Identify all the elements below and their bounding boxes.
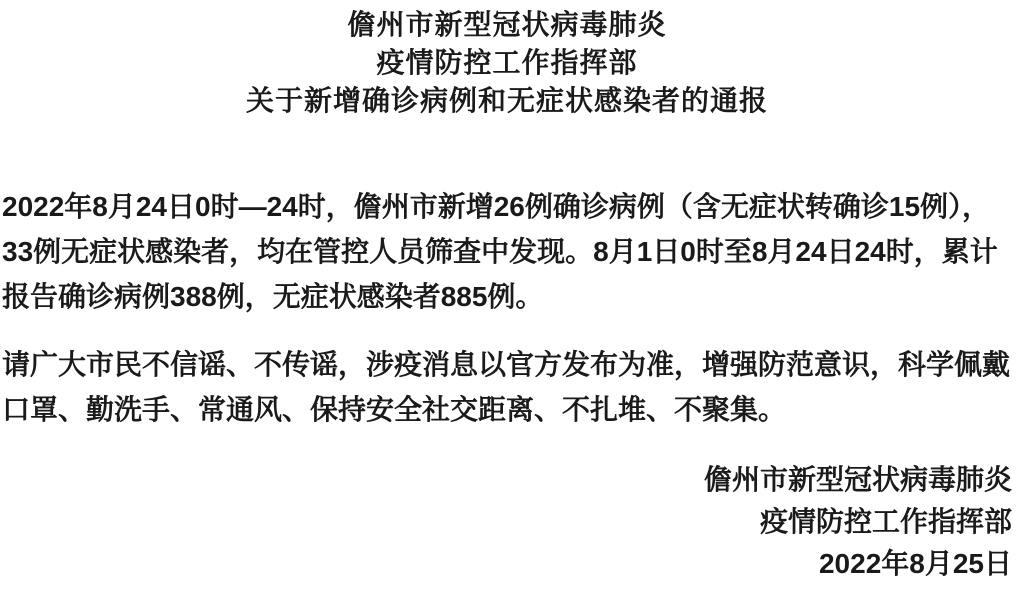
title-line-dept: 疫情防控工作指挥部	[376, 47, 638, 78]
signature-date: 2022年8月25日	[818, 548, 1012, 579]
paragraph-case-report	[2, 184, 1012, 319]
title-line-org: 儋州市新型冠状病毒肺炎	[347, 9, 667, 40]
body-line: 2022年8月24日0时—24时，儋州市新增26例确诊病例（含无症状转确诊15例），	[2, 191, 991, 222]
title-line-subject: 关于新增确诊病例和无症状感染者的通报	[245, 85, 768, 116]
notice-title	[2, 6, 1012, 120]
body-line: 口罩、勤洗手、常通风、保持安全社交距离、不扎堆、不聚集。	[2, 394, 787, 425]
signature-org: 儋州市新型冠状病毒肺炎	[703, 464, 1012, 495]
signature-dept: 疫情防控工作指挥部	[759, 506, 1012, 537]
body-line: 请广大市民不信谣、不传谣，涉疫消息以官方发布为准，增强防范意识，科学佩戴	[2, 349, 1011, 380]
paragraph-public-advice	[2, 342, 1012, 432]
signature-block	[2, 459, 1012, 585]
body-line: 33例无症状感染者，均在管控人员筛查中发现。8月1日0时至8月24日24时，累计	[2, 236, 998, 267]
body-line: 报告确诊病例388例，无症状感染者885例。	[2, 281, 544, 312]
